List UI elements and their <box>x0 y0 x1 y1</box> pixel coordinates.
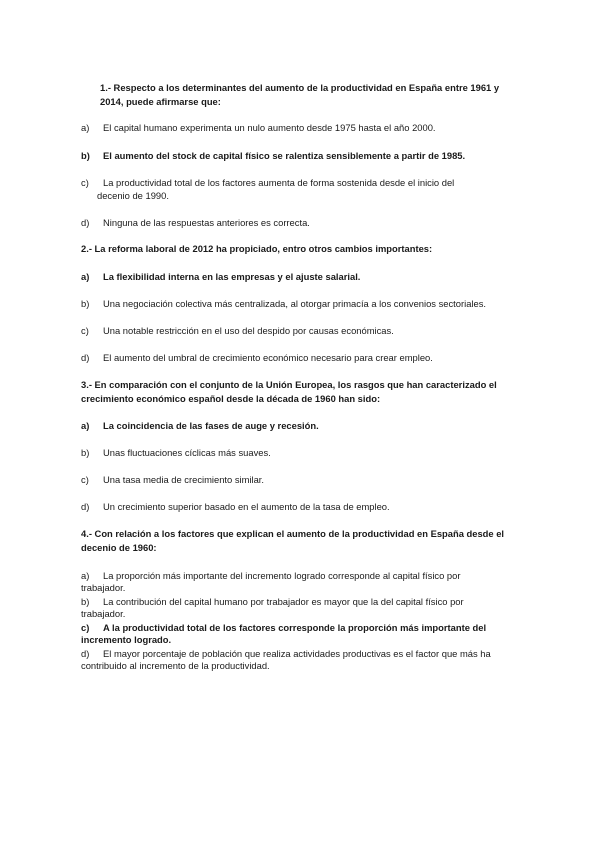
q1-option-a[interactable] <box>81 122 436 134</box>
option-text-cont: trabajador. <box>81 608 126 619</box>
q1-title-line2: 2014, puede afirmarse que: <box>100 96 221 107</box>
option-text: La flexibilidad interna en las empresas y el ajuste salarial. <box>103 271 361 282</box>
q2-title: 2.- La reforma laboral de 2012 ha propiciado, entro otros cambios importantes: <box>81 243 433 254</box>
q4-title-line1: 4.- Con relación a los factores que explican el aumento de la productividad en España desde el <box>81 528 505 539</box>
option-letter: a) <box>81 271 90 282</box>
q1-option-c[interactable] <box>81 177 455 201</box>
option-text: Una negociación colectiva más centralizada, al otorgar primacía a los convenios sectoriales. <box>103 298 487 309</box>
option-text: La productividad total de los factores aumenta de forma sostenida desde el inicio del <box>103 177 455 188</box>
q4-title-line2: decenio de 1960: <box>81 542 157 553</box>
q3-option-d[interactable] <box>81 501 390 513</box>
option-letter: c) <box>81 325 89 336</box>
q3-option-c[interactable] <box>81 474 265 486</box>
option-text: El aumento del umbral de crecimiento económico necesario para crear empleo. <box>103 352 433 363</box>
option-text: La proporción más importante del incremento logrado corresponde al capital físico por <box>103 570 461 581</box>
option-text: El mayor porcentaje de población que realiza actividades productivas es el factor que más ha <box>103 648 491 659</box>
option-text: La coincidencia de las fases de auge y recesión. <box>103 420 319 431</box>
option-letter: d) <box>81 501 90 512</box>
option-letter: a) <box>81 122 90 133</box>
q3-option-b[interactable] <box>81 447 271 459</box>
q3-title-line1: 3.- En comparación con el conjunto de la Unión Europea, los rasgos que han caracterizado el <box>81 379 497 390</box>
q3-title-line2: crecimiento económico español desde la década de 1960 han sido: <box>81 393 381 404</box>
option-text: A la productividad total de los factores corresponde la proporción más importante del <box>103 622 487 633</box>
q2-option-d[interactable] <box>81 352 433 364</box>
q2-option-b[interactable] <box>81 298 487 310</box>
option-text-cont: decenio de 1990. <box>97 190 169 201</box>
q4-option-d[interactable] <box>81 648 491 671</box>
q1-option-d[interactable] <box>81 217 310 229</box>
option-text-cont: trabajador. <box>81 582 126 593</box>
q4-option-c[interactable] <box>81 622 487 645</box>
option-letter: d) <box>81 648 90 659</box>
option-text: Unas fluctuaciones cíclicas más suaves. <box>103 447 271 458</box>
q3-option-a[interactable] <box>81 420 319 432</box>
option-letter: c) <box>81 177 89 188</box>
option-letter: a) <box>81 420 90 431</box>
option-text: El aumento del stock de capital físico se ralentiza sensiblemente a partir de 1985. <box>103 150 466 161</box>
option-text: El capital humano experimenta un nulo aumento desde 1975 hasta el año 2000. <box>103 122 436 133</box>
option-text: Una tasa media de crecimiento similar. <box>103 474 265 485</box>
option-letter: c) <box>81 474 89 485</box>
q2-option-a[interactable] <box>81 271 361 283</box>
q1-title-line1: 1.- Respecto a los determinantes del aumento de la productividad en España entre 1961 y <box>100 82 500 93</box>
q1-option-b[interactable] <box>81 150 466 162</box>
option-letter: d) <box>81 217 90 228</box>
option-letter: c) <box>81 622 90 633</box>
option-text: Un crecimiento superior basado en el aumento de la tasa de empleo. <box>103 501 390 512</box>
option-text: Ninguna de las respuestas anteriores es correcta. <box>103 217 310 228</box>
option-letter: b) <box>81 150 90 161</box>
option-letter: b) <box>81 596 90 607</box>
option-text-cont: incremento logrado. <box>81 634 172 645</box>
q2-option-c[interactable] <box>81 325 394 337</box>
option-letter: b) <box>81 298 90 309</box>
option-letter: a) <box>81 570 90 581</box>
q4-option-a[interactable] <box>81 570 461 593</box>
q4-option-b[interactable] <box>81 596 464 619</box>
option-text: Una notable restricción en el uso del despido por causas económicas. <box>103 325 394 336</box>
option-letter: d) <box>81 352 90 363</box>
option-letter: b) <box>81 447 90 458</box>
option-text-cont: contribuido al incremento de la productividad. <box>81 660 270 671</box>
option-text: La contribución del capital humano por trabajador es mayor que la del capital físico por <box>103 596 464 607</box>
